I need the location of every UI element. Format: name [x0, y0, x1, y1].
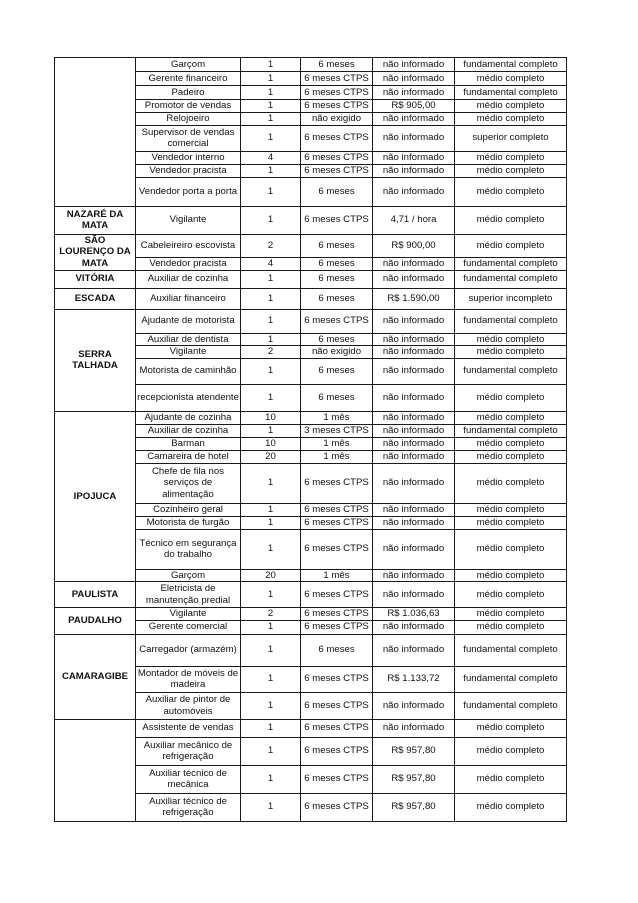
job-cell: Relojoeiro [136, 113, 241, 126]
experience-cell: 1 mês [301, 450, 373, 463]
education-cell: médio completo [455, 151, 567, 164]
salary-cell: não informado [373, 719, 455, 737]
education-cell: médio completo [455, 529, 567, 569]
education-cell: fundamental completo [455, 692, 567, 719]
experience-cell: 6 meses CTPS [301, 164, 373, 177]
experience-cell: 6 meses CTPS [301, 620, 373, 634]
experience-cell: 1 mês [301, 569, 373, 582]
quantity-cell: 1 [241, 666, 301, 692]
quantity-cell: 1 [241, 288, 301, 309]
experience-cell: 6 meses CTPS [301, 503, 373, 516]
job-cell: Auxiliar de cozinha [136, 270, 241, 288]
job-cell: Auxiliar de cozinha [136, 424, 241, 437]
experience-cell: 6 meses [301, 288, 373, 309]
job-cell: recepcionista atendente [136, 384, 241, 411]
table-row [55, 309, 567, 333]
experience-cell: 6 meses CTPS [301, 72, 373, 86]
salary-cell: R$ 900,00 [373, 234, 455, 257]
quantity-cell: 2 [241, 346, 301, 359]
quantity-cell: 1 [241, 765, 301, 793]
job-cell: Cozinheiro geral [136, 503, 241, 516]
table-row [55, 270, 567, 288]
education-cell: fundamental completo [455, 666, 567, 692]
experience-cell: 6 meses CTPS [301, 516, 373, 529]
table-row [55, 411, 567, 424]
experience-cell: 6 meses [301, 384, 373, 411]
job-cell: Auxiliar de pintor de automóveis [136, 692, 241, 719]
experience-cell: 6 meses [301, 177, 373, 206]
salary-cell: não informado [373, 333, 455, 346]
table-row [55, 288, 567, 309]
education-cell: médio completo [455, 569, 567, 582]
experience-cell: 6 meses CTPS [301, 100, 373, 113]
job-cell: Chefe de fila nos serviços de alimentação [136, 463, 241, 503]
experience-cell: não exigido [301, 113, 373, 126]
table-row [55, 634, 567, 666]
education-cell: fundamental completo [455, 270, 567, 288]
experience-cell: 6 meses [301, 358, 373, 384]
quantity-cell: 1 [241, 503, 301, 516]
experience-cell: 6 meses CTPS [301, 666, 373, 692]
quantity-cell: 1 [241, 634, 301, 666]
salary-cell: não informado [373, 177, 455, 206]
education-cell: médio completo [455, 737, 567, 765]
job-cell: Auxiliar técnico de refrigeração [136, 793, 241, 821]
job-cell: Barman [136, 437, 241, 450]
table-row [55, 234, 567, 257]
education-cell: médio completo [455, 719, 567, 737]
salary-cell: não informado [373, 358, 455, 384]
salary-cell: não informado [373, 113, 455, 126]
city-cell: NAZARÉ DA MATA [55, 206, 136, 234]
job-cell: Gerente financeiro [136, 72, 241, 86]
salary-cell: não informado [373, 309, 455, 333]
salary-cell: não informado [373, 164, 455, 177]
city-cell: IPOJUCA [55, 411, 136, 582]
quantity-cell: 1 [241, 333, 301, 346]
salary-cell: não informado [373, 503, 455, 516]
salary-cell: não informado [373, 516, 455, 529]
salary-cell: não informado [373, 634, 455, 666]
education-cell: médio completo [455, 72, 567, 86]
job-cell: Garçom [136, 569, 241, 582]
experience-cell: 6 meses CTPS [301, 737, 373, 765]
quantity-cell: 1 [241, 692, 301, 719]
quantity-cell: 1 [241, 529, 301, 569]
salary-cell: não informado [373, 58, 455, 72]
quantity-cell: 1 [241, 582, 301, 608]
job-cell: Vigilante [136, 206, 241, 234]
job-vacancies-table [54, 57, 567, 822]
job-cell: Cabeleireiro escovista [136, 234, 241, 257]
city-cell: SÃO LOURENÇO DA MATA [55, 234, 136, 270]
salary-cell: não informado [373, 346, 455, 359]
quantity-cell: 1 [241, 620, 301, 634]
job-cell: Garçom [136, 58, 241, 72]
quantity-cell: 1 [241, 125, 301, 151]
experience-cell: 6 meses CTPS [301, 125, 373, 151]
experience-cell: 6 meses CTPS [301, 529, 373, 569]
experience-cell: 6 meses [301, 234, 373, 257]
city-cell: CAMARAGIBE [55, 634, 136, 719]
education-cell: médio completo [455, 437, 567, 450]
job-cell: Vendedor pracista [136, 257, 241, 270]
salary-cell: não informado [373, 424, 455, 437]
salary-cell: não informado [373, 72, 455, 86]
salary-cell: não informado [373, 384, 455, 411]
job-cell: Camareira de hotel [136, 450, 241, 463]
experience-cell: 1 mês [301, 437, 373, 450]
job-cell: Supervisor de vendas comercial [136, 125, 241, 151]
job-cell: Assistente de vendas [136, 719, 241, 737]
quantity-cell: 1 [241, 384, 301, 411]
quantity-cell: 1 [241, 58, 301, 72]
education-cell: médio completo [455, 346, 567, 359]
table-row [55, 582, 567, 608]
salary-cell: não informado [373, 463, 455, 503]
education-cell: médio completo [455, 164, 567, 177]
job-cell: Auxiliar mecânico de refrigeração [136, 737, 241, 765]
experience-cell: 1 mês [301, 411, 373, 424]
salary-cell: não informado [373, 411, 455, 424]
job-cell: Vendedor porta a porta [136, 177, 241, 206]
experience-cell: 6 meses CTPS [301, 206, 373, 234]
job-cell: Ajudante de motorista [136, 309, 241, 333]
education-cell: médio completo [455, 113, 567, 126]
experience-cell: 6 meses [301, 333, 373, 346]
quantity-cell: 10 [241, 411, 301, 424]
education-cell: fundamental completo [455, 309, 567, 333]
job-cell: Carregador (armazém) [136, 634, 241, 666]
education-cell: médio completo [455, 463, 567, 503]
education-cell: fundamental completo [455, 358, 567, 384]
experience-cell: 6 meses [301, 270, 373, 288]
salary-cell: não informado [373, 569, 455, 582]
education-cell: médio completo [455, 206, 567, 234]
education-cell: fundamental completo [455, 424, 567, 437]
quantity-cell: 1 [241, 177, 301, 206]
job-cell: Auxiliar técnico de mecânica [136, 765, 241, 793]
salary-cell: não informado [373, 529, 455, 569]
city-cell: PAUDALHO [55, 608, 136, 635]
education-cell: fundamental completo [455, 86, 567, 100]
salary-cell: R$ 957,80 [373, 765, 455, 793]
job-cell: Auxiliar financeiro [136, 288, 241, 309]
experience-cell: 6 meses CTPS [301, 582, 373, 608]
quantity-cell: 1 [241, 72, 301, 86]
salary-cell: 4,71 / hora [373, 206, 455, 234]
quantity-cell: 2 [241, 608, 301, 621]
city-cell: ESCADA [55, 288, 136, 309]
education-cell: médio completo [455, 384, 567, 411]
experience-cell: 6 meses CTPS [301, 151, 373, 164]
experience-cell: 3 meses CTPS [301, 424, 373, 437]
city-cell [55, 719, 136, 821]
job-cell: Vendedor interno [136, 151, 241, 164]
salary-cell: R$ 905,00 [373, 100, 455, 113]
education-cell: superior completo [455, 125, 567, 151]
experience-cell: 6 meses CTPS [301, 719, 373, 737]
salary-cell: não informado [373, 86, 455, 100]
quantity-cell: 10 [241, 437, 301, 450]
education-cell: médio completo [455, 234, 567, 257]
salary-cell: não informado [373, 151, 455, 164]
experience-cell: 6 meses CTPS [301, 692, 373, 719]
quantity-cell: 1 [241, 100, 301, 113]
quantity-cell: 2 [241, 234, 301, 257]
job-cell: Padeiro [136, 86, 241, 100]
quantity-cell: 1 [241, 86, 301, 100]
job-cell: Auxiliar de dentista [136, 333, 241, 346]
salary-cell: R$ 1.590,00 [373, 288, 455, 309]
job-cell: Gerente comercial [136, 620, 241, 634]
quantity-cell: 1 [241, 309, 301, 333]
quantity-cell: 1 [241, 164, 301, 177]
experience-cell: 6 meses CTPS [301, 86, 373, 100]
table-row [55, 608, 567, 621]
experience-cell: 6 meses CTPS [301, 765, 373, 793]
experience-cell: 6 meses CTPS [301, 793, 373, 821]
education-cell: médio completo [455, 793, 567, 821]
education-cell: médio completo [455, 516, 567, 529]
education-cell: médio completo [455, 608, 567, 621]
quantity-cell: 20 [241, 569, 301, 582]
education-cell: fundamental completo [455, 58, 567, 72]
experience-cell: não exigido [301, 346, 373, 359]
quantity-cell: 1 [241, 113, 301, 126]
quantity-cell: 1 [241, 358, 301, 384]
education-cell: médio completo [455, 333, 567, 346]
experience-cell: 6 meses CTPS [301, 463, 373, 503]
salary-cell: não informado [373, 692, 455, 719]
job-cell: Motorista de caminhão [136, 358, 241, 384]
quantity-cell: 1 [241, 719, 301, 737]
salary-cell: não informado [373, 620, 455, 634]
city-cell: SERRA TALHADA [55, 309, 136, 411]
experience-cell: 6 meses [301, 634, 373, 666]
salary-cell: R$ 957,80 [373, 793, 455, 821]
salary-cell: R$ 957,80 [373, 737, 455, 765]
city-cell: PAULISTA [55, 582, 136, 608]
education-cell: médio completo [455, 765, 567, 793]
job-cell: Técnico em segurança do trabalho [136, 529, 241, 569]
quantity-cell: 4 [241, 257, 301, 270]
education-cell: fundamental completo [455, 634, 567, 666]
job-cell: Motorista de furgão [136, 516, 241, 529]
education-cell: superior incompleto [455, 288, 567, 309]
job-cell: Vigilante [136, 608, 241, 621]
table-body [55, 58, 567, 822]
job-cell: Eletricista de manutenção predial [136, 582, 241, 608]
salary-cell: não informado [373, 582, 455, 608]
city-cell: VITÓRIA [55, 270, 136, 288]
experience-cell: 6 meses CTPS [301, 608, 373, 621]
job-cell: Vendedor pracista [136, 164, 241, 177]
salary-cell: R$ 1.133,72 [373, 666, 455, 692]
education-cell: médio completo [455, 177, 567, 206]
quantity-cell: 1 [241, 206, 301, 234]
quantity-cell: 1 [241, 463, 301, 503]
job-cell: Ajudante de cozinha [136, 411, 241, 424]
table-row [55, 206, 567, 234]
table-row [55, 719, 567, 737]
quantity-cell: 1 [241, 516, 301, 529]
education-cell: fundamental completo [455, 257, 567, 270]
education-cell: médio completo [455, 503, 567, 516]
quantity-cell: 1 [241, 737, 301, 765]
experience-cell: 6 meses [301, 58, 373, 72]
education-cell: médio completo [455, 450, 567, 463]
education-cell: médio completo [455, 582, 567, 608]
salary-cell: não informado [373, 450, 455, 463]
education-cell: médio completo [455, 411, 567, 424]
quantity-cell: 1 [241, 793, 301, 821]
city-cell [55, 58, 136, 207]
quantity-cell: 20 [241, 450, 301, 463]
job-cell: Montador de móveis de madeira [136, 666, 241, 692]
job-cell: Vigilante [136, 346, 241, 359]
experience-cell: 6 meses CTPS [301, 309, 373, 333]
quantity-cell: 4 [241, 151, 301, 164]
salary-cell: não informado [373, 257, 455, 270]
experience-cell: 6 meses [301, 257, 373, 270]
education-cell: médio completo [455, 100, 567, 113]
table-row [55, 58, 567, 72]
job-cell: Promotor de vendas [136, 100, 241, 113]
quantity-cell: 1 [241, 424, 301, 437]
salary-cell: não informado [373, 437, 455, 450]
salary-cell: R$ 1.036,63 [373, 608, 455, 621]
salary-cell: não informado [373, 270, 455, 288]
education-cell: médio completo [455, 620, 567, 634]
quantity-cell: 1 [241, 270, 301, 288]
salary-cell: não informado [373, 125, 455, 151]
